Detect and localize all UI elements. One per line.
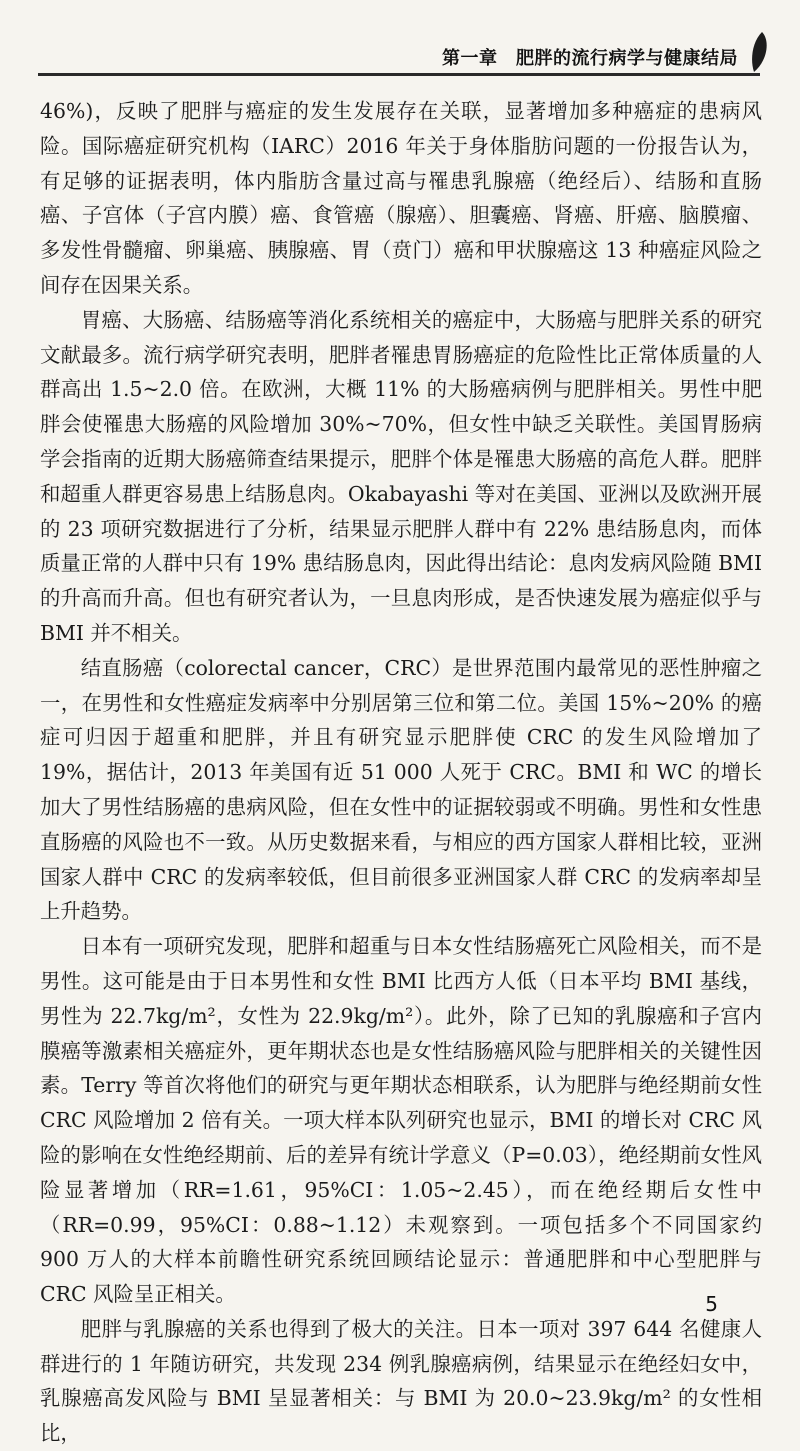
paragraph-breast-cancer: 肥胖与乳腺癌的关系也得到了极大的关注。日本一项对 397 644 名健康人群进行的 1 年随访研究，共发现 234 例乳腺癌病例，结果显示在绝经妇女中，乳腺癌高发风险与 BMI 呈显著相关：与 BMI 为 20.0~23.9kg/m² 的女性相比，	[40, 1316, 762, 1446]
leaf-ornament-icon	[748, 30, 770, 74]
chapter-title: 第一章 肥胖的流行病学与健康结局	[442, 48, 738, 69]
paragraph-japan-study: 日本有一项研究发现，肥胖和超重与日本女性结肠癌死亡风险相关，而不是男性。这可能是由于日本男性和女性 BMI 比西方人低（日本平均 BMI 基线，男性为 22.7kg/m²，女性为 22.9kg/m²）。此外，除了已知的乳腺癌和子宫内膜癌等激素相关癌症外，更年期状态也是女性结肠癌风险与肥胖相关的关键性因素。Terry 等首次将他们的研究与更年期状态相联系，认为肥胖与绝经期前女性 CRC 风险增加 2 倍有关。一项大样本队列研究也显示，BMI 的增长对 CRC 风险的影响在女性绝经期前、后的差异有统计学意义（P=0.03），绝经期前女性风险显著增加（RR=1.61，95%CI：1.05~2.45），而在绝经期后女性中（RR=0.99，95%CI：0.88~1.12）未观察到。一项包括多个不同国家约 900 万人的大样本前瞻性研究系统回顾结论显示：普通肥胖和中心型肥胖与 CRC 风险呈正相关。	[40, 934, 762, 1307]
paragraph-crc-overview: 结直肠癌（colorectal cancer，CRC）是世界范围内最常见的恶性肿瘤之一，在男性和女性癌症发病率中分别居第三位和第二位。美国 15%~20% 的癌症可归因于超重和肥胖，并且有研究显示肥胖使 CRC 的发生风险增加了 19%，据估计，2013 年美国有近 51 000 人死于 CRC。BMI 和 WC 的增长加大了男性结肠癌的患病风险，但在女性中的证据较弱或不明确。男性和女性患直肠癌的风险也不一致。从历史数据来看，与相应的西方国家人群相比较，亚洲国家人群中 CRC 的发病率较低，但目前很多亚洲国家人群 CRC 的发病率却呈上升趋势。	[40, 655, 762, 924]
paragraph-colorectal-obesity: 胃癌、大肠癌、结肠癌等消化系统相关的癌症中，大肠癌与肥胖关系的研究文献最多。流行病学研究表明，肥胖者罹患胃肠癌症的危险性比正常体质量的人群高出 1.5~2.0 倍。在欧洲，大概 11% 的大肠癌病例与肥胖相关。男性中肥胖会使罹患大肠癌的风险增加 30%~70%，但女性中缺乏关联性。美国胃肠病学会指南的近期大肠癌筛查结果提示，肥胖个体是罹患大肠癌的高危人群。肥胖和超重人群更容易患上结肠息肉。Okabayashi 等对在美国、亚洲以及欧洲开展的 23 项研究数据进行了分析，结果显示肥胖人群中有 22% 患结肠息肉，而体质量正常的人群中只有 19% 患结肠息肉，因此得出结论：息肉发病风险随 BMI 的升高而升高。但也有研究者认为，一旦息肉形成，是否快速发展为癌症似乎与 BMI 并不相关。	[40, 307, 762, 645]
running-header	[0, 0, 800, 82]
body-text	[40, 94, 762, 1451]
header-rule	[38, 73, 760, 76]
paragraph-continuation: 46%)，反映了肥胖与癌症的发生发展存在关联，显著增加多种癌症的患病风险。国际癌症研究机构（IARC）2016 年关于身体脂肪问题的一份报告认为，有足够的证据表明，体内脂肪含量过高与罹患乳腺癌（绝经后）、结肠和直肠癌、子宫体（子宫内膜）癌、食管癌（腺癌）、胆囊癌、肾癌、肝癌、脑膜瘤、多发性骨髓瘤、卵巢癌、胰腺癌、胃（贲门）癌和甲状腺癌这 13 种癌症风险之间存在因果关系。	[40, 99, 762, 297]
page-number: 5	[705, 1292, 718, 1316]
